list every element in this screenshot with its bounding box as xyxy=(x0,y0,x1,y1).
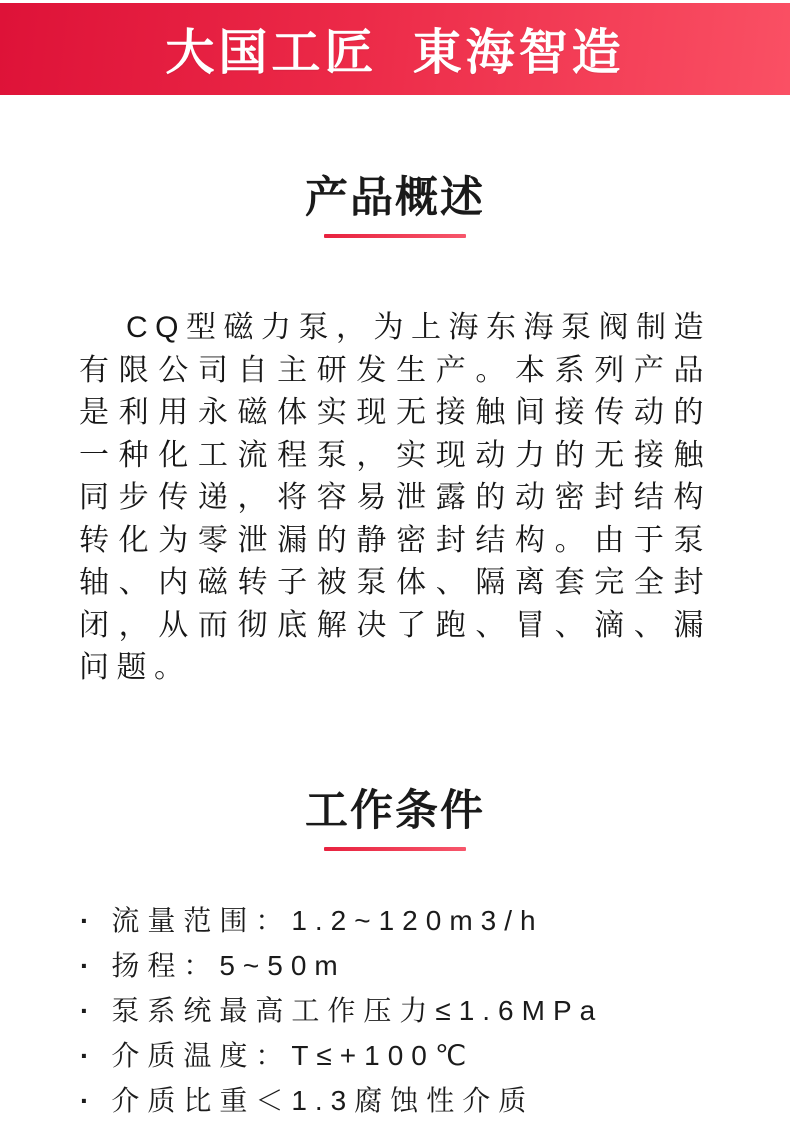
condition-medium-gravity: 介质比重＜1.3腐蚀性介质 xyxy=(111,1084,535,1116)
list-item xyxy=(80,898,730,943)
conditions-section-title: 工作条件 xyxy=(305,786,485,835)
bullet-icon: · xyxy=(80,949,90,981)
condition-flow-range: 流量范围：1.2~120m3/h xyxy=(111,904,544,936)
section-product-overview xyxy=(0,175,790,690)
overview-section-title: 产品概述 xyxy=(305,174,485,222)
overview-title-underline xyxy=(324,234,466,238)
conditions-title-underline xyxy=(324,847,466,851)
list-item xyxy=(80,943,730,988)
bullet-icon: · xyxy=(80,904,90,936)
header-banner xyxy=(0,3,790,95)
conditions-list xyxy=(80,898,730,1123)
bullet-icon: · xyxy=(80,1039,90,1071)
section-working-conditions xyxy=(0,788,790,851)
overview-paragraph: CQ型磁力泵，为上海东海泵阀制造有限公司自主研发生产。本系列产品是利用永磁体实现无接触间接传动的一种化工流程泵，实现动力的无接触同步传递，将容易泄露的动密封结构转化为零泄漏的静密封结构。由于泵轴、内磁转子被泵体、隔离套完全封闭，从而彻底解决了跑、冒、滴、漏问题。 xyxy=(79,311,711,684)
banner-title: 大国工匠 東海智造 xyxy=(165,26,625,80)
bullet-icon: · xyxy=(80,1084,90,1116)
condition-max-pressure: 泵系统最高工作压力≤1.6MPa xyxy=(111,994,604,1026)
list-item xyxy=(80,988,730,1033)
list-item xyxy=(80,1078,730,1123)
list-item xyxy=(80,1033,730,1078)
condition-medium-temperature: 介质温度：T≤+100℃ xyxy=(111,1039,475,1071)
bullet-icon: · xyxy=(80,994,90,1026)
condition-head: 扬程：5~50m xyxy=(111,949,346,981)
